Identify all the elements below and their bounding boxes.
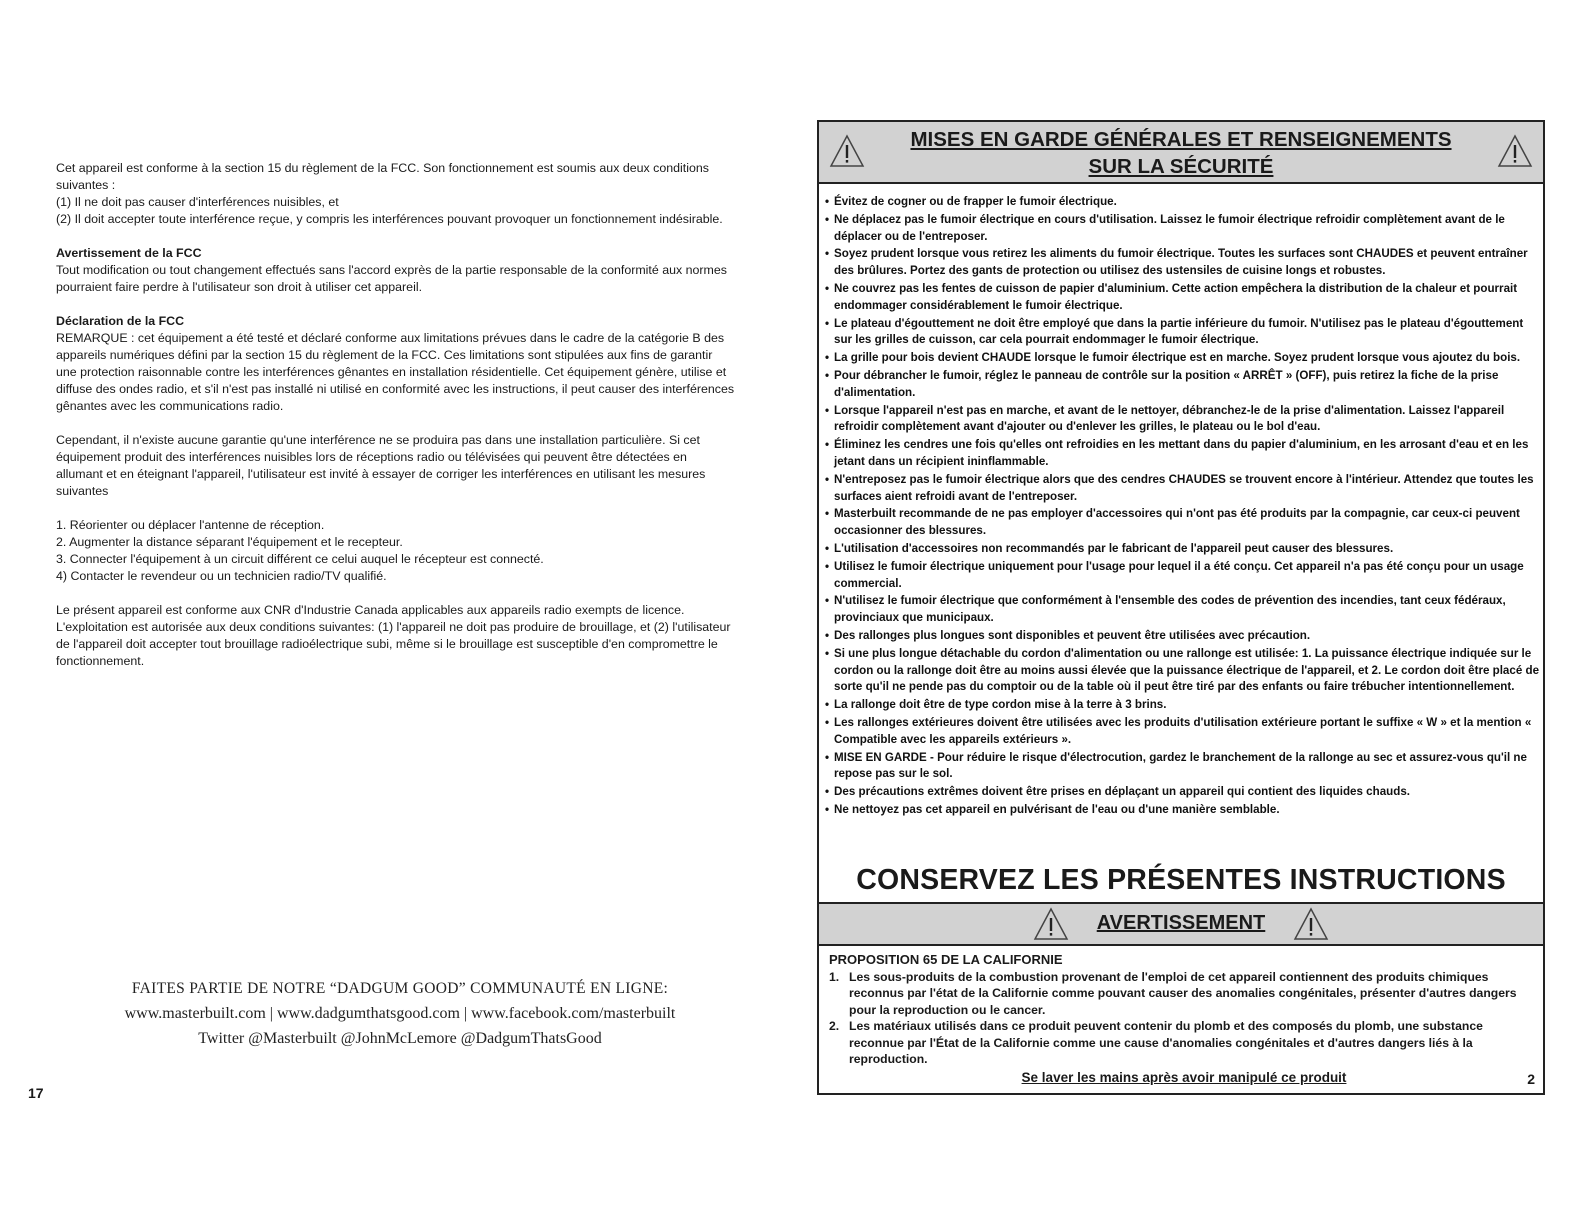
promo-links: www.masterbuilt.com | www.dadgumthatsgood.com | www.facebook.com/masterbuilt [124,1005,676,1022]
safety-panel [817,120,1545,1095]
prop-item-text: Les sous-produits de la combustion provenant de l'emploi de cet appareil contiennent des produits chimiques reconnus par l'état de la Californie comme pouvant causer des anomalies congénitales, présenter d'autres dangers pour la reproduction ou le cancer. [849,969,1517,1017]
safety-bullet: • Des rallonges plus longues sont disponibles et peuvent être utilisées avec précaution. [825,628,1541,645]
wash-hands-notice: Se laver les mains après avoir manipulé ce produit [1021,1069,1347,1085]
safety-bullet: • Masterbuilt recommande de ne pas employer d'accessoires qui n'ont pas été produits par la compagnie, car ceux-ci peuvent occasionner des blessures. [825,506,1541,540]
safety-bullet: • Ne couvrez pas les fentes de cuisson de papier d'aluminium. Cette action empêchera la distribution de la chaleur et pourrait endommager considérablement le fumoir électrique. [825,281,1541,315]
fcc-warning-title: Avertissement de la FCC [56,246,202,260]
fcc-section [56,160,736,670]
safety-bullet: • Soyez prudent lorsque vous retirez les aliments du fumoir électrique. Toutes les surfaces sont CHAUDES et peuvent entraîner des brûlures. Portez des gants de protection ou utilisez des ustensiles de cuisine longs et robustes. [825,246,1541,280]
measure-item: 1. Réorienter ou déplacer l'antenne de réception. [56,518,325,532]
prop-item-text: Les matériaux utilisés dans ce produit peuvent contenir du plomb et des composés du plomb, une substance reconnue par l'État de la Californie comme une cause d'anomalies congénitales et d'autres dangers liés à la reproduction. [849,1019,1483,1066]
measure-item: 4) Contacter le revendeur ou un technicien radio/TV qualifié. [56,569,387,583]
fcc-intro: Cet appareil est conforme à la section 15 du règlement de la FCC. Son fonctionnement est soumis aux deux conditions suivantes : [56,161,709,192]
safety-bullet: • Évitez de cogner ou de frapper le fumoir électrique. [825,194,1541,211]
safety-header [819,122,1543,184]
proposition-65 [829,952,1539,1086]
safety-bullets [825,194,1541,820]
safety-bullet: • Si une plus longue détachable du cordon d'alimentation ou une rallonge est utilisée: 1. La puissance électrique indiquée sur le cordon ou la rallonge doit être au moins aussi élevée que la puissance électrique de l'appareil, et 2. Le cordon doit être placé de sorte qu'il ne pende pas du comptoir ou de la table où il peut être tiré par des enfants ou faire trébucher intentionnellement. [825,646,1541,696]
prop-title: PROPOSITION 65 DE LA CALIFORNIE [829,952,1063,967]
safety-bullet: • La rallonge doit être de type cordon mise à la terre à 3 brins. [825,697,1541,714]
prop-item [829,969,1539,1019]
fcc-declaration-text: REMARQUE : cet équipement a été testé et déclaré conforme aux limitations prévues dans le cadre de la catégorie B des appareils numériques défini par la section 15 du règlement de la FCC. Ces limitations sont stipulées aux fins de garantir une protection raisonnable contre les interférences gênantes en installation résidentielle. Cet équipement génère, utilise et diffuse des ondes radio, et s'il n'est pas installé ni utilisé en conformité avec les instructions, il peut causer des interférences gênantes avec les communications radio. [56,331,735,413]
safety-bullet: • MISE EN GARDE - Pour réduire le risque d'électrocution, gardez le branchement de la rallonge au sec et assurez-vous qu'il ne repose pas sur le sol. [825,750,1541,784]
warning-triangle-icon [1293,907,1329,941]
safety-bullet: • Utilisez le fumoir électrique uniquement pour l'usage pour lequel il a été conçu. Cet appareil n'a pas été conçu pour un usage commercial. [825,559,1541,593]
safety-title-line1: MISES EN GARDE GÉNÉRALES ET RENSEIGNEMENTS [910,128,1452,151]
safety-bullet: • Lorsque l'appareil n'est pas en marche, et avant de le nettoyer, débranchez-le de la prise d'alimentation. Laissez l'appareil refroidir complètement avant d'ajouter ou d'enlever les grilles, le plateau ou le bol d'eau. [825,403,1541,437]
safety-bullet: • Des précautions extrêmes doivent être prises en déplaçant un appareil qui contient des liquides chauds. [825,784,1541,801]
promo-twitter: Twitter @Masterbuilt @JohnMcLemore @DadgumThatsGood [198,1030,602,1047]
avertissement-header [819,902,1543,946]
fcc-declaration-title: Déclaration de la FCC [56,314,185,328]
safety-bullet: • Éliminez les cendres une fois qu'elles ont refroidies en les mettant dans du papier d'aluminium, en les arrosant d'eau et en les jetant dans un récipient ininflammable. [825,437,1541,471]
safety-bullet: • L'utilisation d'accessoires non recommandés par le fabricant de l'appareil peut causer des blessures. [825,541,1541,558]
safety-bullet: • Le plateau d'égouttement ne doit être employé que dans la partie inférieure du fumoir. N'utilisez pas le plateau d'égouttement sur les grilles de cuisson, car cela pourrait endommager le fumoir électrique. [825,316,1541,350]
avertissement-title: AVERTISSEMENT [1096,912,1266,934]
prop-item-number: 1. [829,969,840,984]
fcc-however-text: Cependant, il n'existe aucune garantie qu'une interférence ne se produira pas dans une installation particulière. Si cet équipement produit des interférences nuisibles lors de réceptions radio ou télévisées qui peuvent être détectées en allumant et en éteignant l'appareil, l'utilisateur est invité à essayer de corriger les interférences en utilisant les mesures suivantes [56,433,706,498]
measure-item: 2. Augmenter la distance séparant l'équipement et le recepteur. [56,535,403,549]
safety-title-line2: SUR LA SÉCURITÉ [1088,155,1274,178]
page-number-left: 17 [28,1085,44,1101]
industry-canada-text: Le présent appareil est conforme aux CNR d'Industrie Canada applicables aux appareils radio exempts de licence. L'exploitation est autorisée aux deux conditions suivantes: (1) l'appareil ne doit pas produire de brouillage, et (2) l'utilisateur de l'appareil doit accepter tout brouillage radioélectrique subi, même si le brouillage est susceptible d'en compromettre le fonctionnement. [56,603,731,668]
page-number-right: 2 [1527,1071,1535,1087]
warning-triangle-icon [1497,134,1533,168]
prop-item-number: 2. [829,1019,840,1033]
fcc-condition-1: (1) Il ne doit pas causer d'interférences nuisibles, et [56,195,339,209]
fcc-condition-2: (2) Il doit accepter toute interférence reçue, y compris les interférences pouvant provoquer un fonctionnement indésirable. [56,212,723,226]
safety-bullet: • La grille pour bois devient CHAUDE lorsque le fumoir électrique est en marche. Soyez prudent lorsque vous ajoutez du bois. [825,350,1541,367]
safety-title [819,126,1543,180]
measure-item: 3. Connecter l'équipement à un circuit différent ce celui auquel le récepteur est connecté. [56,552,544,566]
community-promo [40,976,760,1051]
fcc-warning-text: Tout modification ou tout changement effectués sans l'accord exprès de la partie responsable de la conformité aux normes pourraient faire perdre à l'utilisateur son droit à utiliser cet appareil. [56,263,727,294]
prop-item [829,1018,1539,1068]
promo-title: FAITES PARTIE DE NOTRE “DADGUM GOOD” COMMUNAUTÉ EN LIGNE: [131,980,669,997]
safety-bullet: • N'entreposez pas le fumoir électrique alors que des cendres CHAUDES se trouvent encore à l'intérieur. Attendez que toutes les surfaces aient refroidi avant de l'entreposer. [825,472,1541,506]
conserve-instructions: CONSERVEZ LES PRÉSENTES INSTRUCTIONS [856,864,1506,896]
safety-bullet: • Les rallonges extérieures doivent être utilisées avec les produits d'utilisation extérieure portant le suffixe « W » et la mention « Compatible avec les appareils extérieurs ». [825,715,1541,749]
safety-bullet: • Pour débrancher le fumoir, réglez le panneau de contrôle sur la position « ARRÊT » (OFF), puis retirez la fiche de la prise d'alimentation. [825,368,1541,402]
safety-bullet: • Ne nettoyez pas cet appareil en pulvérisant de l'eau ou d'une manière semblable. [825,802,1541,819]
safety-bullet: • Ne déplacez pas le fumoir électrique en cours d'utilisation. Laissez le fumoir électrique refroidir complètement avant de le déplacer ou de l'entreposer. [825,212,1541,246]
safety-bullet: • N'utilisez le fumoir électrique que conformément à l'ensemble des codes de prévention des incendies, tant ceux fédéraux, provinciaux que municipaux. [825,593,1541,627]
